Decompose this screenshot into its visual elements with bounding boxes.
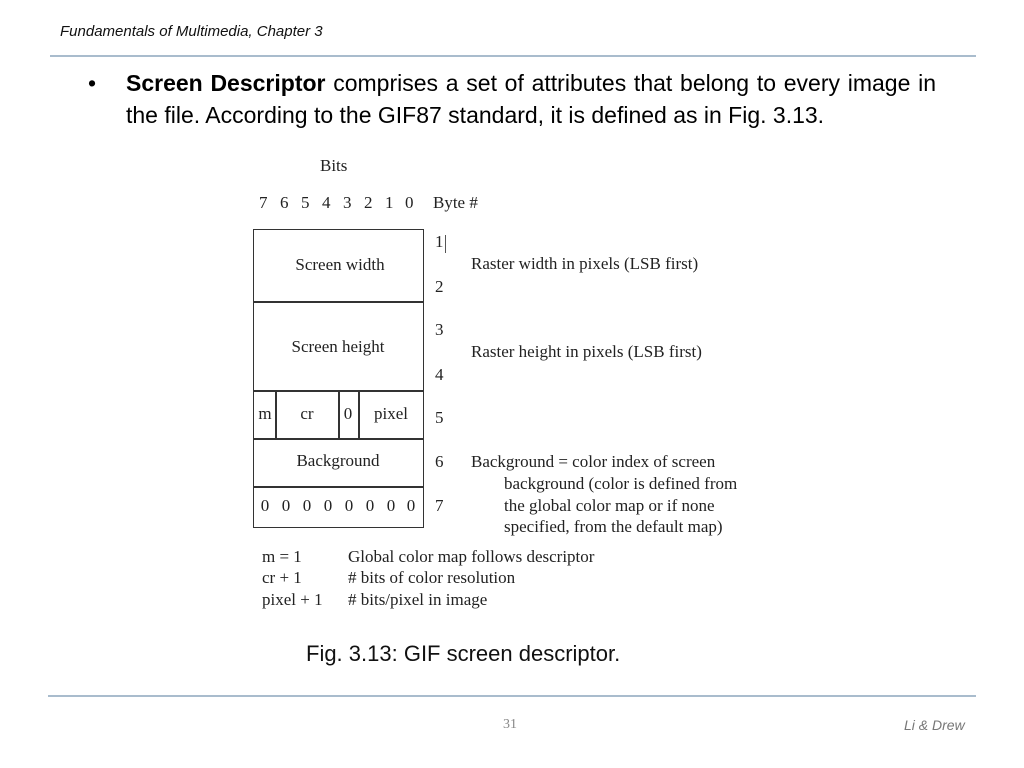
bitfield-divider	[275, 390, 277, 438]
field-screen-height: Screen height	[291, 337, 385, 356]
bit-number: 5	[301, 193, 310, 212]
legend-key: m = 1	[262, 547, 302, 566]
byte-number: 7	[435, 496, 444, 515]
row-divider	[253, 301, 424, 303]
bits-label: Bits	[320, 156, 348, 175]
byte-number: 6	[435, 452, 444, 471]
field-pixel: pixel	[374, 404, 408, 423]
bit-number: 3	[343, 193, 352, 212]
desc-raster-width: Raster width in pixels (LSB first)	[471, 254, 699, 273]
zero-bit: 0	[281, 496, 291, 515]
byte-number: 2	[435, 277, 444, 296]
zero-bit: 0	[344, 496, 354, 515]
bit-number: 6	[280, 193, 289, 212]
zero-bit: 0	[406, 496, 416, 515]
row-divider	[253, 486, 424, 488]
field-m: m	[258, 404, 272, 423]
zero-bit: 0	[260, 496, 270, 515]
desc-background-line: the global color map or if none	[504, 496, 715, 515]
field-screen-width: Screen width	[295, 255, 385, 274]
header-divider	[50, 55, 976, 57]
bit-number: 7	[259, 193, 268, 212]
slide-header-title: Fundamentals of Multimedia, Chapter 3	[60, 23, 323, 40]
bullet-body: comprises a set of attributes that belong to every image in the file. According to the GIF87 standard, it is defined as in Fig. 3.13.	[126, 70, 936, 128]
legend-key: cr + 1	[262, 568, 302, 587]
field-zero: 0	[343, 404, 353, 423]
bit-number: 0	[405, 193, 414, 212]
byte-number: 1	[435, 232, 444, 251]
footer-divider	[48, 695, 976, 697]
bit-number: 2	[364, 193, 373, 212]
zero-bit: 0	[386, 496, 396, 515]
bit-number: 1	[385, 193, 394, 212]
legend-value: # bits of color resolution	[348, 568, 516, 587]
byte-number: 3	[435, 320, 444, 339]
field-cr: cr	[300, 404, 314, 423]
legend-value: Global color map follows descriptor	[348, 547, 595, 566]
footer-authors: Li & Drew	[904, 717, 965, 733]
figure-caption: Fig. 3.13: GIF screen descriptor.	[306, 641, 621, 666]
row-divider	[253, 438, 424, 440]
byte-number: 4	[435, 365, 444, 384]
legend-key: pixel + 1	[262, 590, 323, 609]
byte-number-header: Byte #	[433, 193, 478, 212]
desc-background-line: specified, from the default map)	[504, 517, 723, 536]
bitfield-divider	[338, 390, 340, 438]
zero-bit: 0	[323, 496, 333, 515]
desc-background-line: background (color is defined from	[504, 474, 738, 493]
zero-bit: 0	[302, 496, 312, 515]
field-background: Background	[296, 451, 380, 470]
bit-number: 4	[322, 193, 331, 212]
desc-raster-height: Raster height in pixels (LSB first)	[471, 342, 702, 361]
byte-number: 5	[435, 408, 444, 427]
legend-value: # bits/pixel in image	[348, 590, 488, 609]
zero-bit: 0	[365, 496, 375, 515]
page-number: 31	[503, 717, 517, 732]
bullet-text	[126, 67, 936, 131]
text-cursor-mark	[445, 235, 446, 253]
desc-background-line: Background = color index of screen	[471, 452, 716, 471]
bullet-icon: •	[88, 70, 97, 96]
bitfield-divider	[358, 390, 360, 438]
bullet-bold-term: Screen Descriptor	[126, 70, 326, 96]
